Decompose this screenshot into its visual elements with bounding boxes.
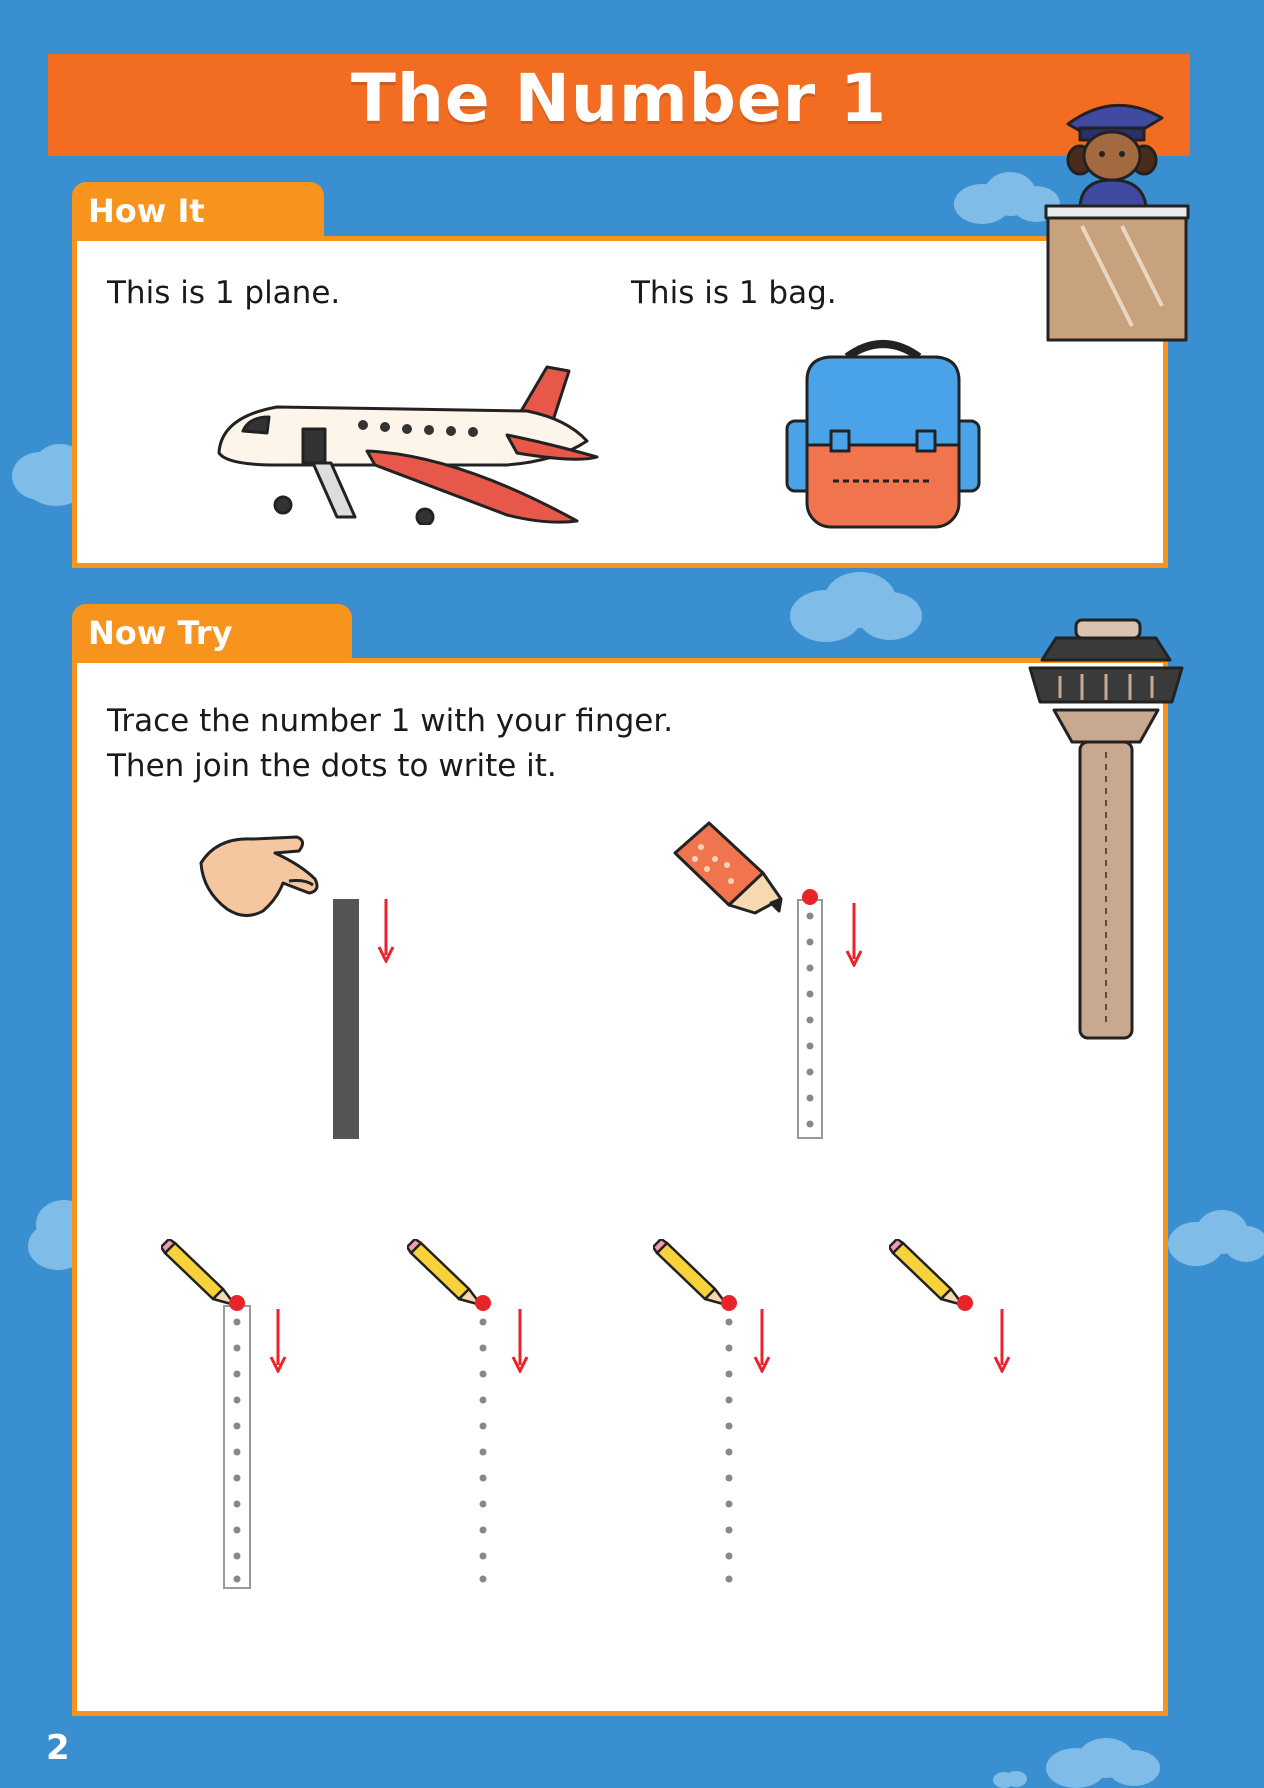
arrow-down-icon	[753, 1309, 771, 1373]
instruction-line-2: Then join the dots to write it.	[107, 748, 557, 784]
sentence-bag: This is 1 bag.	[631, 275, 837, 311]
start-dot	[475, 1295, 491, 1311]
airplane-illustration	[207, 365, 607, 525]
start-dot	[957, 1295, 973, 1311]
arrow-down-icon	[511, 1309, 529, 1373]
cloud-icon	[992, 1770, 1028, 1788]
dotted-stroke	[724, 1317, 734, 1587]
cloud-icon	[1042, 1738, 1162, 1788]
page-number: 2	[46, 1728, 70, 1768]
cloud-icon	[1166, 1204, 1264, 1274]
start-dot	[229, 1295, 245, 1311]
sentence-plane: This is 1 plane.	[107, 275, 341, 311]
title-banner	[48, 54, 1190, 156]
crayon-icon	[671, 819, 801, 915]
page-title: The Number 1	[350, 60, 888, 137]
cloud-icon	[786, 568, 926, 648]
arrow-down-icon	[845, 903, 863, 967]
dotted-stroke	[805, 911, 815, 1135]
finger-icon	[197, 829, 327, 925]
trace-stroke-solid	[333, 899, 359, 1139]
section-heading: How It	[88, 192, 205, 230]
dotted-stroke	[232, 1317, 242, 1587]
section-heading: Now Try	[88, 614, 233, 652]
backpack-illustration	[783, 335, 983, 531]
how-it-works-panel	[72, 236, 1168, 568]
start-dot	[802, 889, 818, 905]
arrow-down-icon	[269, 1309, 287, 1373]
section-tab-now-try-these	[72, 604, 352, 660]
arrow-down-icon	[993, 1309, 1011, 1373]
now-try-these-panel	[72, 658, 1168, 1716]
instruction-line-1: Trace the number 1 with your finger.	[107, 703, 674, 739]
start-dot	[721, 1295, 737, 1311]
section-tab-how-it-works	[72, 182, 324, 238]
arrow-down-icon	[377, 899, 395, 963]
customs-officer-illustration	[1042, 96, 1192, 346]
control-tower-illustration	[1020, 612, 1192, 1054]
dotted-stroke	[478, 1317, 488, 1587]
